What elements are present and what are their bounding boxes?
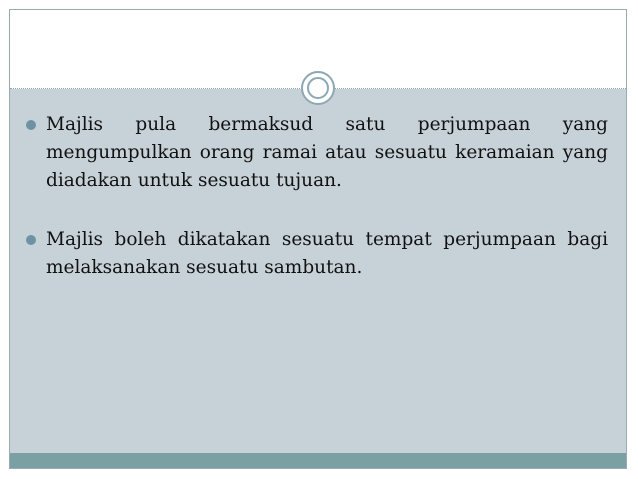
bullet-text: Majlis boleh dikatakan sesuatu tempat perjumpaan bagi melaksanakan sesuatu sambutan.: [46, 229, 608, 278]
circle-ornament-icon: [301, 71, 335, 105]
bullet-text: Majlis pula bermaksud satu perjumpaan yang mengumpulkan orang ramai atau sesuatu keramaian yang diadakan untuk sesuatu tujuan.: [46, 114, 608, 191]
bullet-item: [24, 226, 608, 282]
bullet-dot-icon: [26, 235, 36, 245]
circle-ornament-inner: [307, 77, 329, 99]
bullet-list: [24, 111, 608, 313]
bullet-item: [24, 111, 608, 195]
slide: [9, 9, 627, 469]
slide-footer-band: [10, 453, 626, 468]
bullet-dot-icon: [26, 120, 36, 130]
